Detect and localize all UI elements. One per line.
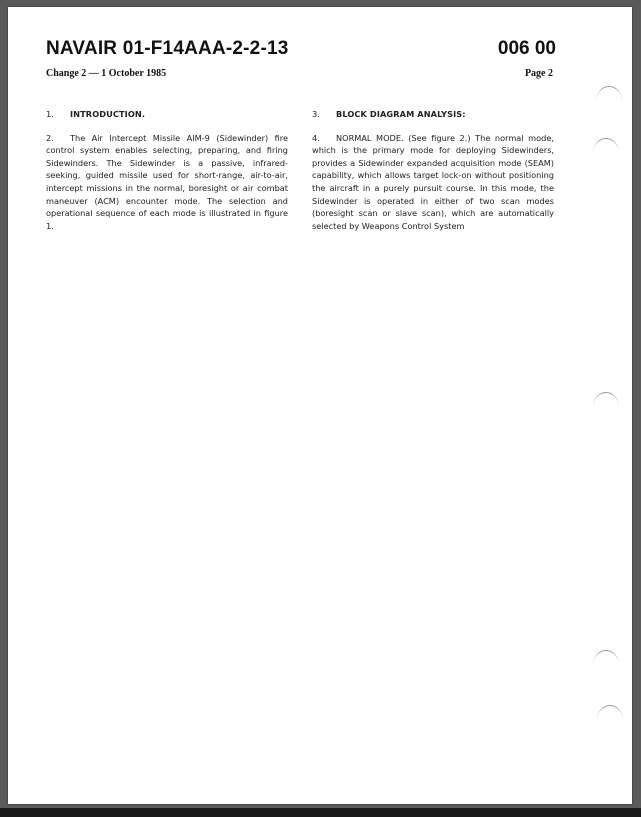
document-number: NAVAIR 01-F14AAA-2-2-13 <box>46 38 289 59</box>
introduction-heading <box>46 108 288 121</box>
paragraph-text: The Air Intercept Missile AIM-9 (Sidewinder) fire control system enables selecting, preparing, and firing Sidewinders. The Sidewinder is a passive, infrared-seeking, guided missile used for short-range, air-to-air, intercept missions in the normal, boresight or air combat maneuver (ACM) encounter mode. The selection and operational sequence of each mode is illustrated in figure 1. <box>46 132 288 231</box>
paragraph-text: NORMAL MODE. (See figure 2.) The normal mode, which is the primary mode for deploying Sidewinders, provides a Sidewinder expanded acquisition mode (SEAM) capability, which allows target lock-on without positioning the aircraft in a purely pursuit course. In this mode, the Sidewinder is operated in either of two scan modes (boresight scan or slave scan), which are automatically selected by Weapons Control System <box>312 132 554 231</box>
binder-hole-mark <box>593 138 619 153</box>
block-diagram-heading <box>312 108 554 121</box>
introduction-paragraph <box>46 132 288 233</box>
change-date-line: Change 2 — 1 October 1985 <box>46 68 167 79</box>
heading-number: 1. <box>46 109 55 119</box>
heading-number: 3. <box>312 109 321 119</box>
paragraph-number: 2. <box>46 132 54 143</box>
binder-hole-mark <box>593 392 619 407</box>
normal-mode-paragraph <box>312 132 554 233</box>
section-number: 006 00 <box>497 38 556 59</box>
heading-text: BLOCK DIAGRAM ANALYSIS: <box>336 109 466 119</box>
heading-text: INTRODUCTION. <box>70 109 146 119</box>
binder-hole-mark <box>597 705 623 720</box>
binder-hole-mark <box>596 86 622 101</box>
binder-hole-mark <box>593 650 619 665</box>
right-column <box>312 108 554 232</box>
document-page <box>8 7 632 804</box>
left-column <box>46 108 288 232</box>
page-number: Page 2 <box>524 68 553 79</box>
paragraph-number: 4. <box>312 132 320 143</box>
bottom-border <box>0 808 641 817</box>
